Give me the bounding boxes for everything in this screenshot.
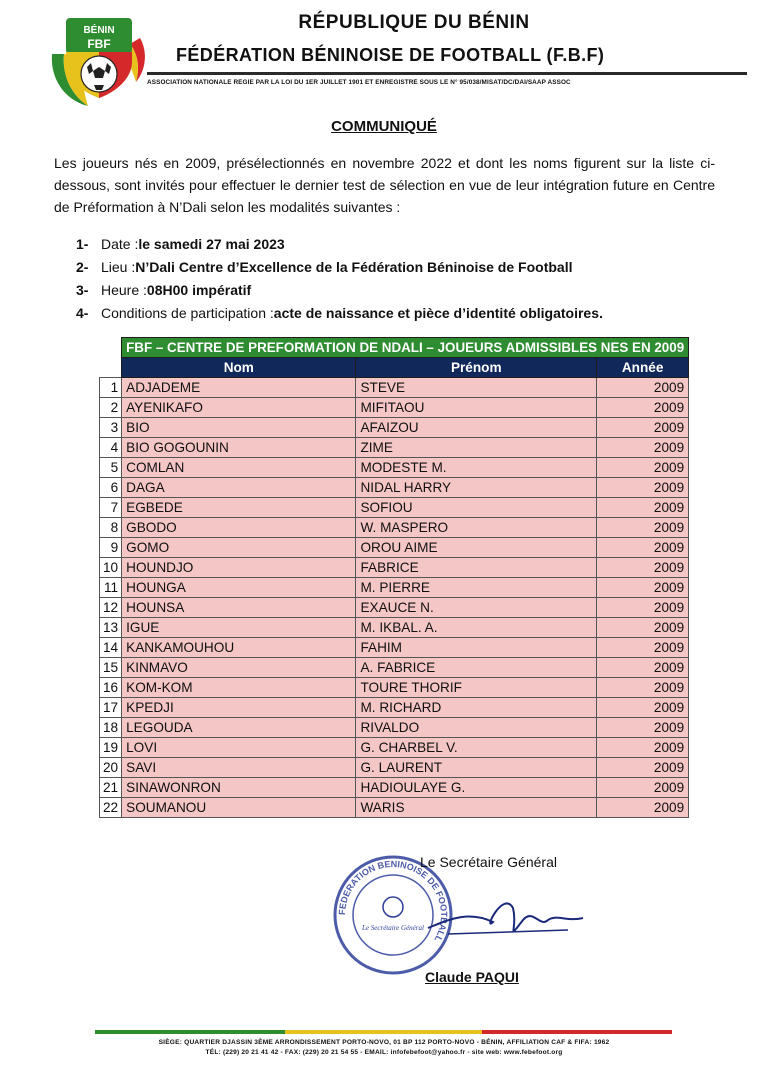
row-number: 2	[100, 398, 122, 418]
condition-item: 2- Lieu : N’Dali Centre d’Excellence de la Fédération Béninoise de Football	[76, 259, 573, 275]
row-number: 3	[100, 418, 122, 438]
birth-year: 2009	[597, 598, 689, 618]
player-firstname: G. LAURENT	[356, 758, 597, 778]
table-caption: FBF – CENTRE DE PREFORMATION DE NDALI – JOUEURS ADMISSIBLES NES EN 2009	[122, 338, 689, 358]
row-number: 9	[100, 538, 122, 558]
table-row	[100, 598, 689, 618]
player-lastname: AYENIKAFO	[122, 398, 356, 418]
player-lastname: HOUNGA	[122, 578, 356, 598]
table-row	[100, 718, 689, 738]
registration-note: ASSOCIATION NATIONALE RÉGIE PAR LA LOI DU 1ER JUILLET 1901 ET ENREGISTRÉ SOUS LE N° 95/038/MISAT/DC/DAI/SAAP ASSOC	[147, 79, 571, 86]
birth-year: 2009	[597, 538, 689, 558]
letterhead	[0, 0, 768, 110]
condition-item: 1- Date : le samedi 27 mai 2023	[76, 236, 285, 252]
table-row	[100, 758, 689, 778]
birth-year: 2009	[597, 558, 689, 578]
player-firstname: G. CHARBEL V.	[356, 738, 597, 758]
birth-year: 2009	[597, 658, 689, 678]
player-firstname: RIVALDO	[356, 718, 597, 738]
table-row	[100, 698, 689, 718]
table-row	[100, 638, 689, 658]
intro-paragraph: Les joueurs nés en 2009, présélectionnés en novembre 2022 et dont les noms figurent sur la liste ci-dessous, sont invités pour effectuer le dernier test de sélection en vue de leur intégration future en Centre de Préformation à N’Dali selon les modalités suivantes :	[54, 155, 715, 215]
table-row	[100, 578, 689, 598]
row-number: 4	[100, 438, 122, 458]
conditions-list	[76, 233, 603, 325]
table-row	[100, 678, 689, 698]
birth-year: 2009	[597, 418, 689, 438]
player-lastname: SINAWONRON	[122, 778, 356, 798]
birth-year: 2009	[597, 738, 689, 758]
table-row	[100, 778, 689, 798]
table-row	[100, 478, 689, 498]
player-firstname: M. IKBAL. A.	[356, 618, 597, 638]
player-firstname: STEVE	[356, 378, 597, 398]
row-number: 10	[100, 558, 122, 578]
birth-year: 2009	[597, 518, 689, 538]
svg-text:FBF: FBF	[87, 37, 111, 51]
table-row	[100, 418, 689, 438]
player-lastname: EGBEDE	[122, 498, 356, 518]
table-row	[100, 738, 689, 758]
player-firstname: NIDAL HARRY	[356, 478, 597, 498]
table-row	[100, 658, 689, 678]
player-lastname: SOUMANOU	[122, 798, 356, 818]
row-number: 17	[100, 698, 122, 718]
player-firstname: M. PIERRE	[356, 578, 597, 598]
condition-item: 4- Conditions de participation : acte de naissance et pièce d’identité obligatoires.	[76, 305, 603, 321]
row-number: 21	[100, 778, 122, 798]
player-lastname: KANKAMOUHOU	[122, 638, 356, 658]
player-lastname: GOMO	[122, 538, 356, 558]
players-table	[99, 337, 689, 818]
table-row	[100, 618, 689, 638]
footer-address: SIÈGE: QUARTIER DJASSIN 3ÈME ARRONDISSEMENT PORTO-NOVO, 01 BP 112 PORTO-NOVO - BÉNIN, AFFILIATION CAF & FIFA: 1962	[158, 1039, 610, 1046]
player-firstname: SOFIOU	[356, 498, 597, 518]
table-row	[100, 798, 689, 818]
row-number: 13	[100, 618, 122, 638]
birth-year: 2009	[597, 378, 689, 398]
footer-color-band	[95, 1030, 672, 1034]
player-lastname: BIO	[122, 418, 356, 438]
svg-text:BÉNIN: BÉNIN	[83, 25, 115, 36]
row-number: 15	[100, 658, 122, 678]
player-lastname: IGUE	[122, 618, 356, 638]
signatory-name: Claude PAQUI	[425, 969, 519, 985]
row-number: 22	[100, 798, 122, 818]
player-firstname: OROU AIME	[356, 538, 597, 558]
player-lastname: ADJADEME	[122, 378, 356, 398]
player-lastname: HOUNDJO	[122, 558, 356, 578]
row-number: 14	[100, 638, 122, 658]
table-row	[100, 378, 689, 398]
player-firstname: ZIME	[356, 438, 597, 458]
row-number: 5	[100, 458, 122, 478]
player-lastname: GBODO	[122, 518, 356, 538]
table-row	[100, 538, 689, 558]
player-lastname: LEGOUDA	[122, 718, 356, 738]
player-firstname: M. RICHARD	[356, 698, 597, 718]
player-firstname: MODESTE M.	[356, 458, 597, 478]
player-firstname: A. FABRICE	[356, 658, 597, 678]
table-row	[100, 498, 689, 518]
player-firstname: MIFITAOU	[356, 398, 597, 418]
table-row	[100, 438, 689, 458]
player-firstname: FABRICE	[356, 558, 597, 578]
row-number: 11	[100, 578, 122, 598]
table-row	[100, 558, 689, 578]
player-lastname: LOVI	[122, 738, 356, 758]
row-number: 1	[100, 378, 122, 398]
player-firstname: AFAIZOU	[356, 418, 597, 438]
row-number: 19	[100, 738, 122, 758]
table-header-row	[100, 358, 689, 378]
player-firstname: EXAUCE N.	[356, 598, 597, 618]
birth-year: 2009	[597, 478, 689, 498]
player-firstname: WARIS	[356, 798, 597, 818]
birth-year: 2009	[597, 718, 689, 738]
player-lastname: KINMAVO	[122, 658, 356, 678]
birth-year: 2009	[597, 798, 689, 818]
player-lastname: KOM-KOM	[122, 678, 356, 698]
birth-year: 2009	[597, 758, 689, 778]
row-number: 12	[100, 598, 122, 618]
row-number: 8	[100, 518, 122, 538]
player-lastname: COMLAN	[122, 458, 356, 478]
birth-year: 2009	[597, 778, 689, 798]
row-number: 16	[100, 678, 122, 698]
birth-year: 2009	[597, 638, 689, 658]
signatory-role: Le Secrétaire Général	[420, 854, 557, 870]
birth-year: 2009	[597, 698, 689, 718]
row-number: 20	[100, 758, 122, 778]
birth-year: 2009	[597, 578, 689, 598]
svg-text:Le Secrétaire Général: Le Secrétaire Général	[362, 924, 424, 932]
player-firstname: HADIOULAYE G.	[356, 778, 597, 798]
document-title: COMMUNIQUÉ	[331, 118, 437, 135]
birth-year: 2009	[597, 438, 689, 458]
player-firstname: W. MASPERO	[356, 518, 597, 538]
birth-year: 2009	[597, 618, 689, 638]
player-firstname: TOURE THORIF	[356, 678, 597, 698]
table-row	[100, 518, 689, 538]
row-number: 6	[100, 478, 122, 498]
player-lastname: KPEDJI	[122, 698, 356, 718]
column-header-annee: Année	[597, 358, 689, 378]
player-lastname: BIO GOGOUNIN	[122, 438, 356, 458]
column-header-nom: Nom	[122, 358, 356, 378]
player-firstname: FAHIM	[356, 638, 597, 658]
player-lastname: DAGA	[122, 478, 356, 498]
birth-year: 2009	[597, 398, 689, 418]
country-title: RÉPUBLIQUE DU BÉNIN	[298, 12, 530, 33]
birth-year: 2009	[597, 678, 689, 698]
header-rule	[147, 72, 747, 75]
table-row	[100, 458, 689, 478]
footer-contact: TÉL: (229) 20 21 41 42 - FAX: (229) 20 21 54 55 - EMAIL: infofebefoot@yahoo.fr - site web: www.febefoot.org	[205, 1049, 563, 1056]
federation-name: FÉDÉRATION BÉNINOISE DE FOOTBALL (F.B.F)	[176, 45, 605, 65]
birth-year: 2009	[597, 458, 689, 478]
svg-text:FEDERATION BENINOISE DE FOOTBA: FEDERATION BENINOISE DE FOOTBALL	[336, 858, 450, 944]
column-header-prenom: Prénom	[356, 358, 597, 378]
row-number: 18	[100, 718, 122, 738]
player-lastname: SAVI	[122, 758, 356, 778]
birth-year: 2009	[597, 498, 689, 518]
condition-item: 3- Heure : 08H00 impératif	[76, 282, 252, 298]
table-row	[100, 398, 689, 418]
row-number: 7	[100, 498, 122, 518]
player-lastname: HOUNSA	[122, 598, 356, 618]
